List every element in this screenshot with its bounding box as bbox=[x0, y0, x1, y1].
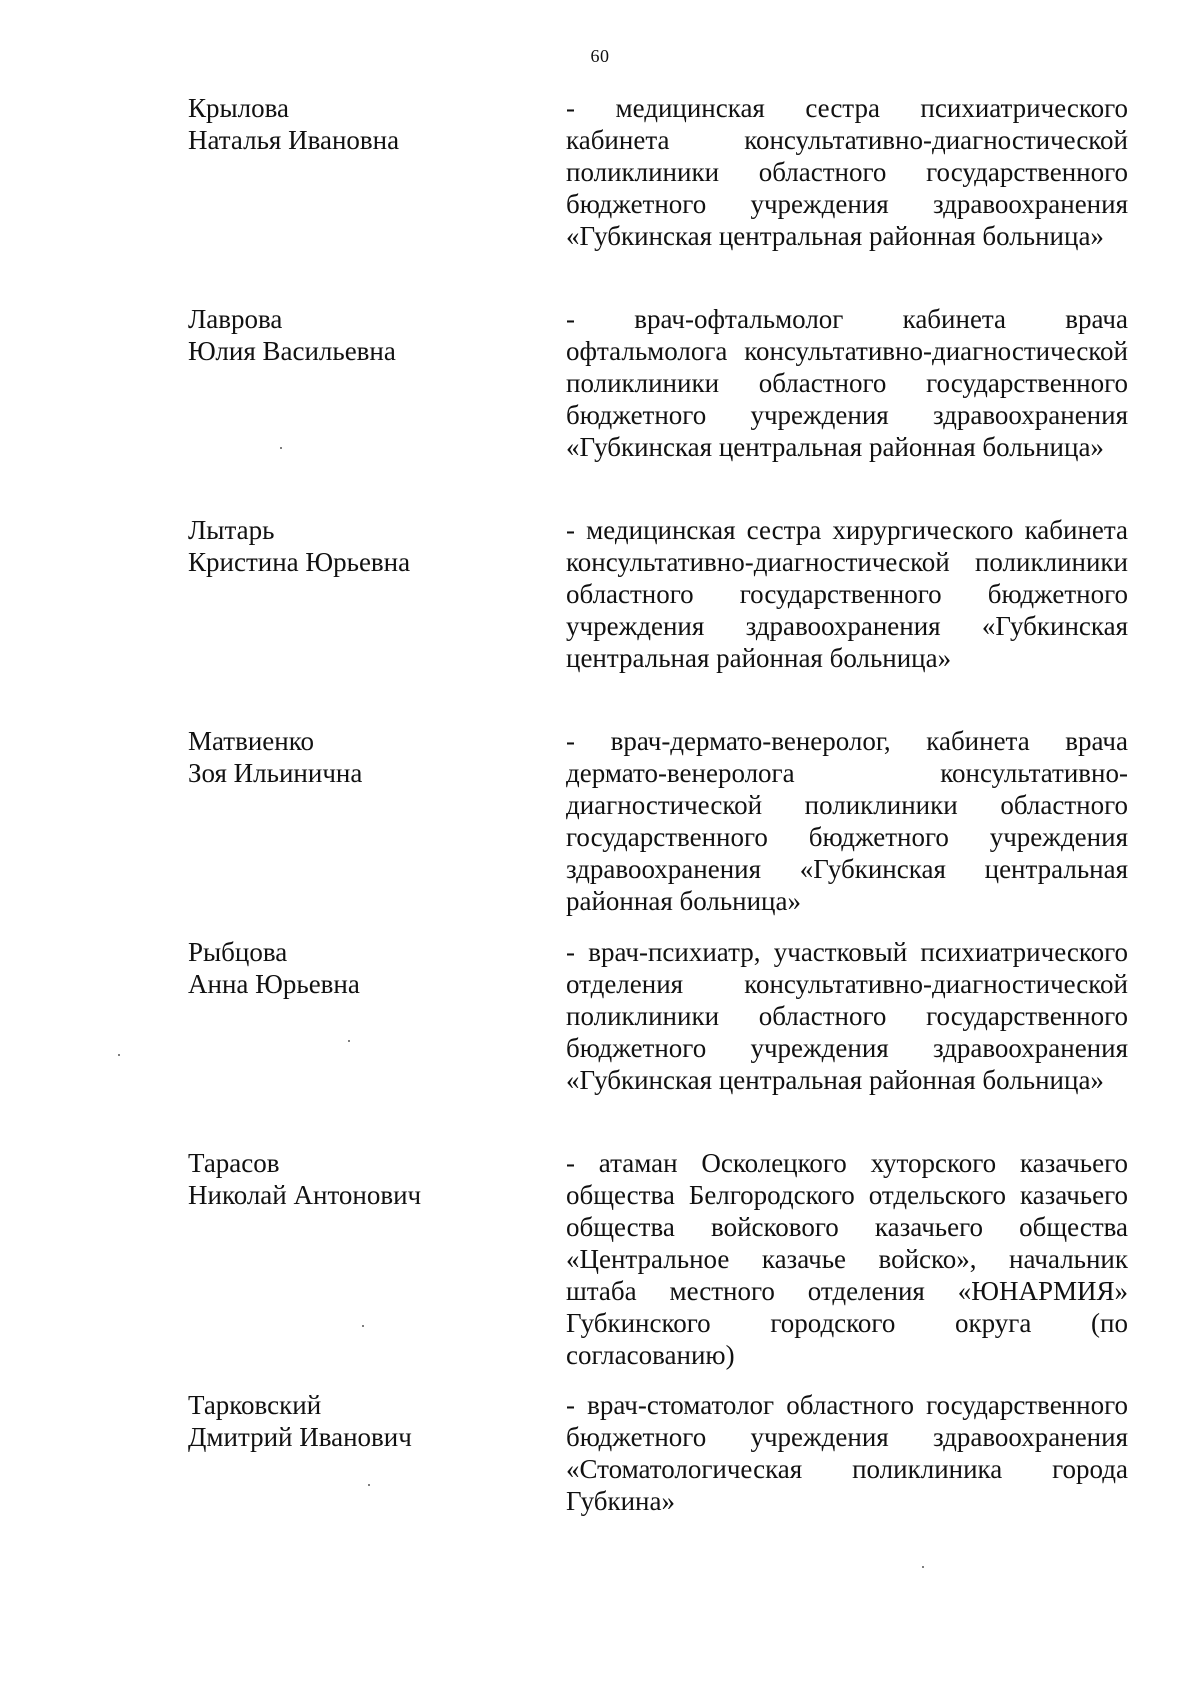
given-names: Дмитрий Иванович bbox=[188, 1422, 412, 1452]
surname: Тарковский bbox=[188, 1390, 322, 1420]
member-list bbox=[188, 92, 1128, 1539]
surname: Крылова bbox=[188, 93, 289, 123]
page-number: 60 bbox=[590, 46, 610, 66]
list-item bbox=[188, 303, 1128, 514]
list-item bbox=[188, 936, 1128, 1147]
person-name bbox=[188, 303, 566, 367]
given-names: Зоя Ильинична bbox=[188, 758, 363, 788]
scan-speck bbox=[280, 447, 282, 449]
person-name bbox=[188, 1147, 566, 1211]
surname: Лаврова bbox=[188, 304, 283, 334]
person-name bbox=[188, 1389, 566, 1453]
given-names: Анна Юрьевна bbox=[188, 969, 360, 999]
position-description: - медицинская сестра хирургического кабинета консультативно-диагностической поликлиники областного государственного бюджетного учреждения здравоохранения «Губкинская центральная районная больница» bbox=[566, 515, 1128, 673]
person-name bbox=[188, 936, 566, 1000]
position-description: - медицинская сестра психиатрического кабинета консультативно-диагностической поликлиники областного государственного бюджетного учреждения здравоохранения «Губкинская центральная районная больница» bbox=[566, 93, 1128, 251]
surname: Рыбцова bbox=[188, 937, 288, 967]
scan-speck bbox=[922, 1566, 924, 1568]
scan-speck bbox=[368, 1484, 370, 1486]
given-names: Наталья Ивановна bbox=[188, 125, 400, 155]
given-names: Юлия Васильевна bbox=[188, 336, 396, 366]
given-names: Николай Антонович bbox=[188, 1180, 422, 1210]
given-names: Кристина Юрьевна bbox=[188, 547, 411, 577]
list-item bbox=[188, 1389, 1128, 1539]
list-item bbox=[188, 514, 1128, 725]
scan-speck bbox=[362, 1325, 364, 1327]
person-name bbox=[188, 514, 566, 578]
surname: Тарасов bbox=[188, 1148, 280, 1178]
list-item bbox=[188, 1147, 1128, 1389]
scan-speck bbox=[118, 1054, 120, 1056]
scan-speck bbox=[348, 1040, 350, 1042]
position-description: - врач-стоматолог областного государственного бюджетного учреждения здравоохранения «Стоматологическая поликлиника города Губкина» bbox=[566, 1390, 1128, 1516]
position-description: - врач-дермато-венеролог, кабинета врача дермато-венеролога консультативно-диагностической поликлиники областного государственного бюджетного учреждения здравоохранения «Губкинская центральная районная больница» bbox=[566, 726, 1128, 916]
position-description: - атаман Осколецкого хуторского казачьего общества Белгородского отдельского казачьего общества войскового казачьего общества «Центральное казачье войско», начальник штаба местного отделения «ЮНАРМИЯ» Губкинского городского округа (по согласованию) bbox=[566, 1148, 1128, 1370]
position-description: - врач-психиатр, участковый психиатрического отделения консультативно-диагностической поликлиники областного государственного бюджетного учреждения здравоохранения «Губкинская центральная районная больница» bbox=[566, 937, 1128, 1095]
person-name bbox=[188, 92, 566, 156]
position-description: - врач-офтальмолог кабинета врача офтальмолога консультативно-диагностической поликлиники областного государственного бюджетного учреждения здравоохранения «Губкинская центральная районная больница» bbox=[566, 304, 1128, 462]
list-item bbox=[188, 725, 1128, 936]
list-item bbox=[188, 92, 1128, 303]
surname: Матвиенко bbox=[188, 726, 314, 756]
person-name bbox=[188, 725, 566, 789]
surname: Лытарь bbox=[188, 515, 275, 545]
